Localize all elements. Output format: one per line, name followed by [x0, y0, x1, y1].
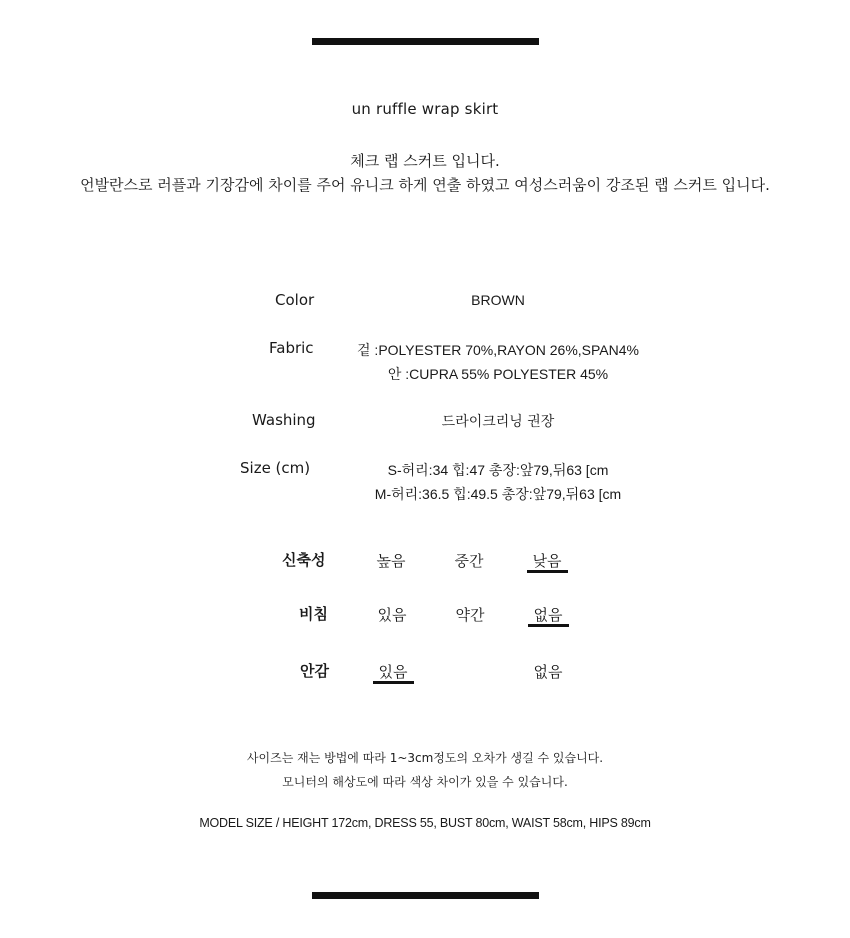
washing-label: Washing [252, 411, 316, 429]
model-size-info: MODEL SIZE / HEIGHT 172cm, DRESS 55, BUST 80cm, WAIST 58cm, HIPS 89cm [199, 816, 651, 830]
fabric-outer-value: 겉 :POLYESTER 70%,RAYON 26%,SPAN4% [357, 342, 639, 358]
lining-option-yes: 있음 [378, 663, 408, 681]
lining-label: 안감 [300, 662, 329, 680]
sheerness-option-none: 없음 [533, 606, 563, 624]
stretch-option-low: 낮음 [532, 552, 562, 570]
sheerness-selected-underline [528, 624, 569, 627]
size-m-value: M-허리:36.5 힙:49.5 총장:앞79,뒤63 [cm [374, 486, 622, 502]
color-label: Color [275, 291, 315, 309]
size-label: Size (cm) [240, 459, 311, 477]
size-note: 사이즈는 재는 방법에 따라 1~3cm정도의 오차가 생길 수 있습니다. [246, 751, 604, 765]
bottom-divider-bar [312, 892, 539, 899]
sheerness-option-yes: 있음 [377, 606, 407, 624]
lining-option-none: 없음 [533, 663, 563, 681]
washing-value: 드라이크리닝 권장 [441, 414, 555, 430]
sheerness-option-slight: 약간 [455, 606, 485, 624]
top-divider-bar [312, 38, 539, 45]
product-description-line-2: 언발란스로 러플과 기장감에 차이를 주어 유니크 하게 연출 하였고 여성스러움이 강조된 랩 스커트 입니다. [80, 176, 770, 194]
fabric-label: Fabric [269, 339, 314, 357]
product-name: un ruffle wrap skirt [351, 100, 499, 118]
color-note: 모니터의 해상도에 따라 색상 차이가 있을 수 있습니다. [282, 775, 568, 789]
product-description-line-1: 체크 랩 스커트 입니다. [350, 152, 500, 170]
stretch-option-high: 높음 [376, 552, 406, 570]
fabric-inner-value: 안 :CUPRA 55% POLYESTER 45% [387, 366, 609, 382]
stretch-label: 신축성 [282, 551, 326, 569]
color-value: BROWN [471, 292, 525, 308]
sheerness-label: 비침 [299, 605, 328, 623]
size-s-value: S-허리:34 힙:47 총장:앞79,뒤63 [cm [387, 462, 609, 478]
lining-selected-underline [373, 681, 414, 684]
stretch-option-medium: 중간 [454, 552, 484, 570]
stretch-selected-underline [527, 570, 568, 573]
